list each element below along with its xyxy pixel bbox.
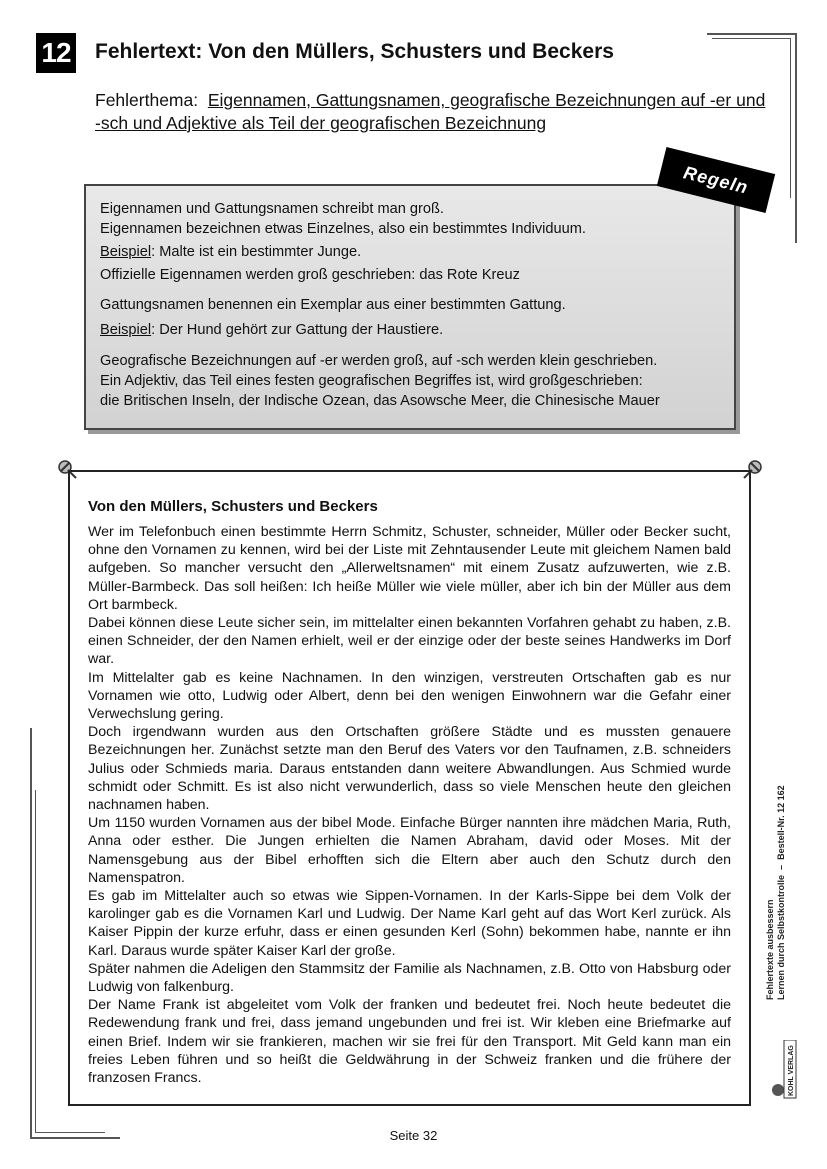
publisher-logo (770, 1040, 800, 1100)
story-paragraph: Wer im Telefonbuch einen bestimmte Herrn Schmitz, Schuster, schneider, Müller oder Becker sucht, ohne den Vornamen zu kennen, wird bei der Liste mit Zehntausender Leute mit gleichem Namen bald aufgeben. So mancher versucht den „Allerweltsnamen“ mit einem Zusatz aufzuwerten, wie z.B. Müller-Barmbeck. Das soll heißen: Ich heiße Müller wie viele müller, aber ich bin der Müller aus dem Ort barmbeck. (88, 524, 731, 613)
side-order-number: Bestell-Nr. 12 162 (776, 785, 786, 860)
corner-line-top-v (795, 33, 797, 243)
rule-text: Ein Adjektiv, das Teil eines festen geografischen Begriffes ist, wird großgeschrieben: (100, 373, 643, 389)
story-paragraph: Dabei können diese Leute sicher sein, im mittelalter einen bekannten Vorfahren gehabt zu haben, z.B. einen Schneider, der den Namen erhielt, weil er der einzige oder der beste seines Handwerks im Dorf war. (88, 615, 731, 668)
rule-text: Geografische Bezeichnungen auf -er werden groß, auf -sch werden klein geschrieben. (100, 353, 658, 369)
side-line (765, 785, 776, 1000)
example-text: : Der Hund gehört zur Gattung der Haustiere. (151, 322, 444, 338)
corner-line-bottom-v (30, 728, 32, 1138)
rule-example (100, 320, 720, 340)
corner-line-bottom-v2 (35, 790, 36, 1132)
rule-example (100, 242, 720, 262)
story-paragraph: Im Mittelalter gab es keine Nachnamen. In den winzigen, verstreuten Ortschaften gab es nur Vornamen wie otto, Ludwig oder Albert, denn bei den wenigen Einwohnern war die Gefahr einer Verwechslung gering. (88, 669, 731, 723)
rule-text: die Britischen Inseln, der Indische Ozean, das Asowsche Meer, die Chinesische Mauer (100, 393, 660, 409)
story-paragraph: Der Name Frank ist abgeleitet vom Volk der franken und bedeutet frei. Noch heute bedeutet die Redewendung frank und frei, dass jemand ungebunden und frei ist. Wir kleben eine Briefmarke auf einen Brief. Indem wir sie frankieren, machen wir sie frei für den Transport. Mit Geld kann man ein freies Leben führen und so heißt die Geldwährung in der Schweiz franken und die frühere der franzosen Francs. (88, 997, 731, 1087)
exercise-number: 12 (36, 33, 76, 73)
story-paragraph: Es gab im Mittelalter auch so etwas wie Sippen-Vornamen. In der Karls-Sippe bei dem Volk der karolinger gab es die Vornamen Karl und Ludwig. Der Name Karl geht auf das Wort Kerl zurück. Als Kaiser Pippin der kurze erfuhr, dass er einen gesunden Kerl (Sohn) bekommen habe, nannte er ihn Karl. Daraus wurde später Kaiser Karl der große. (88, 888, 731, 959)
rule-text: Gattungsnamen benennen ein Exemplar aus einer bestimmten Gattung. (100, 297, 566, 313)
corner-line-top-h (707, 33, 797, 35)
corner-line-top-h2 (712, 38, 790, 39)
side-separator: – (776, 864, 786, 870)
error-theme (95, 89, 775, 135)
story-box (68, 470, 751, 1106)
rule-text: Eigennamen bezeichnen etwas Einzelnes, also ein bestimmtes Individuum. (100, 221, 586, 237)
example-label: Beispiel (100, 322, 152, 338)
page-number: Seite 32 (389, 1128, 438, 1143)
side-series-title: Fehlertexte ausbessern (765, 899, 775, 1000)
rule-text: Offizielle Eigennamen werden groß geschrieben: das Rote Kreuz (100, 267, 520, 283)
story-paragraph: Später nahmen die Adeligen den Stammsitz der Familie als Nachnamen, z.B. Otto von Habsburg oder Ludwig von falkenburg. (88, 960, 731, 996)
story-paragraph: Doch irgendwann wurden aus den Ortschaften größere Städte und es mussten genauere Bezeichnungen her. Zunächst setzte man den Beruf des Vaters vor den Taufnamen, z.B. schneiders Julius oder Schmieds maria. Daraus entstanden dann weitere Abwandlungen. Aus Schmied wurde schmidt oder Schmitt. Es ist also nicht verwunderlich, dass so viele Menschen heute den gleichen nachnamen haben. (88, 724, 731, 814)
corner-line-top-v2 (790, 38, 791, 198)
theme-label: Fehlerthema: (95, 90, 199, 110)
side-line (776, 785, 787, 1000)
page-title: Fehlertext: Von den Müllers, Schusters und Beckers (95, 40, 614, 63)
example-text: : Malte ist ein bestimmter Junge. (151, 244, 362, 260)
example-label: Beispiel (100, 244, 152, 260)
side-imprint (765, 785, 787, 1000)
side-subtitle: Lernen durch Selbstkontrolle (776, 874, 786, 1000)
theme-text: Eigennamen, Gattungsnamen, geografische Bezeichnungen auf -er und -sch und Adjektive als Teil der geografischen Bezeichnung (95, 90, 766, 133)
publisher-name: KOHL VERLAG (788, 1045, 795, 1096)
story-body (88, 523, 731, 1087)
rule-text: Eigennamen und Gattungsnamen schreibt man groß. (100, 201, 444, 217)
story-paragraph: Um 1150 wurden Vornamen aus der bibel Mode. Einfache Bürger nannten ihre mädchen Maria, Ruth, Anna oder esther. Die Jungen erhielten die Namen Abraham, david oder Moses. Mit der Namensgebung aus der Bibel erhofften sich die Eltern aber auch den Schutz durch den Namenspatron. (88, 815, 731, 886)
rules-badge: Regeln (657, 147, 775, 213)
rules-box (84, 184, 736, 430)
story-heading: Von den Müllers, Schusters und Beckers (88, 498, 378, 515)
